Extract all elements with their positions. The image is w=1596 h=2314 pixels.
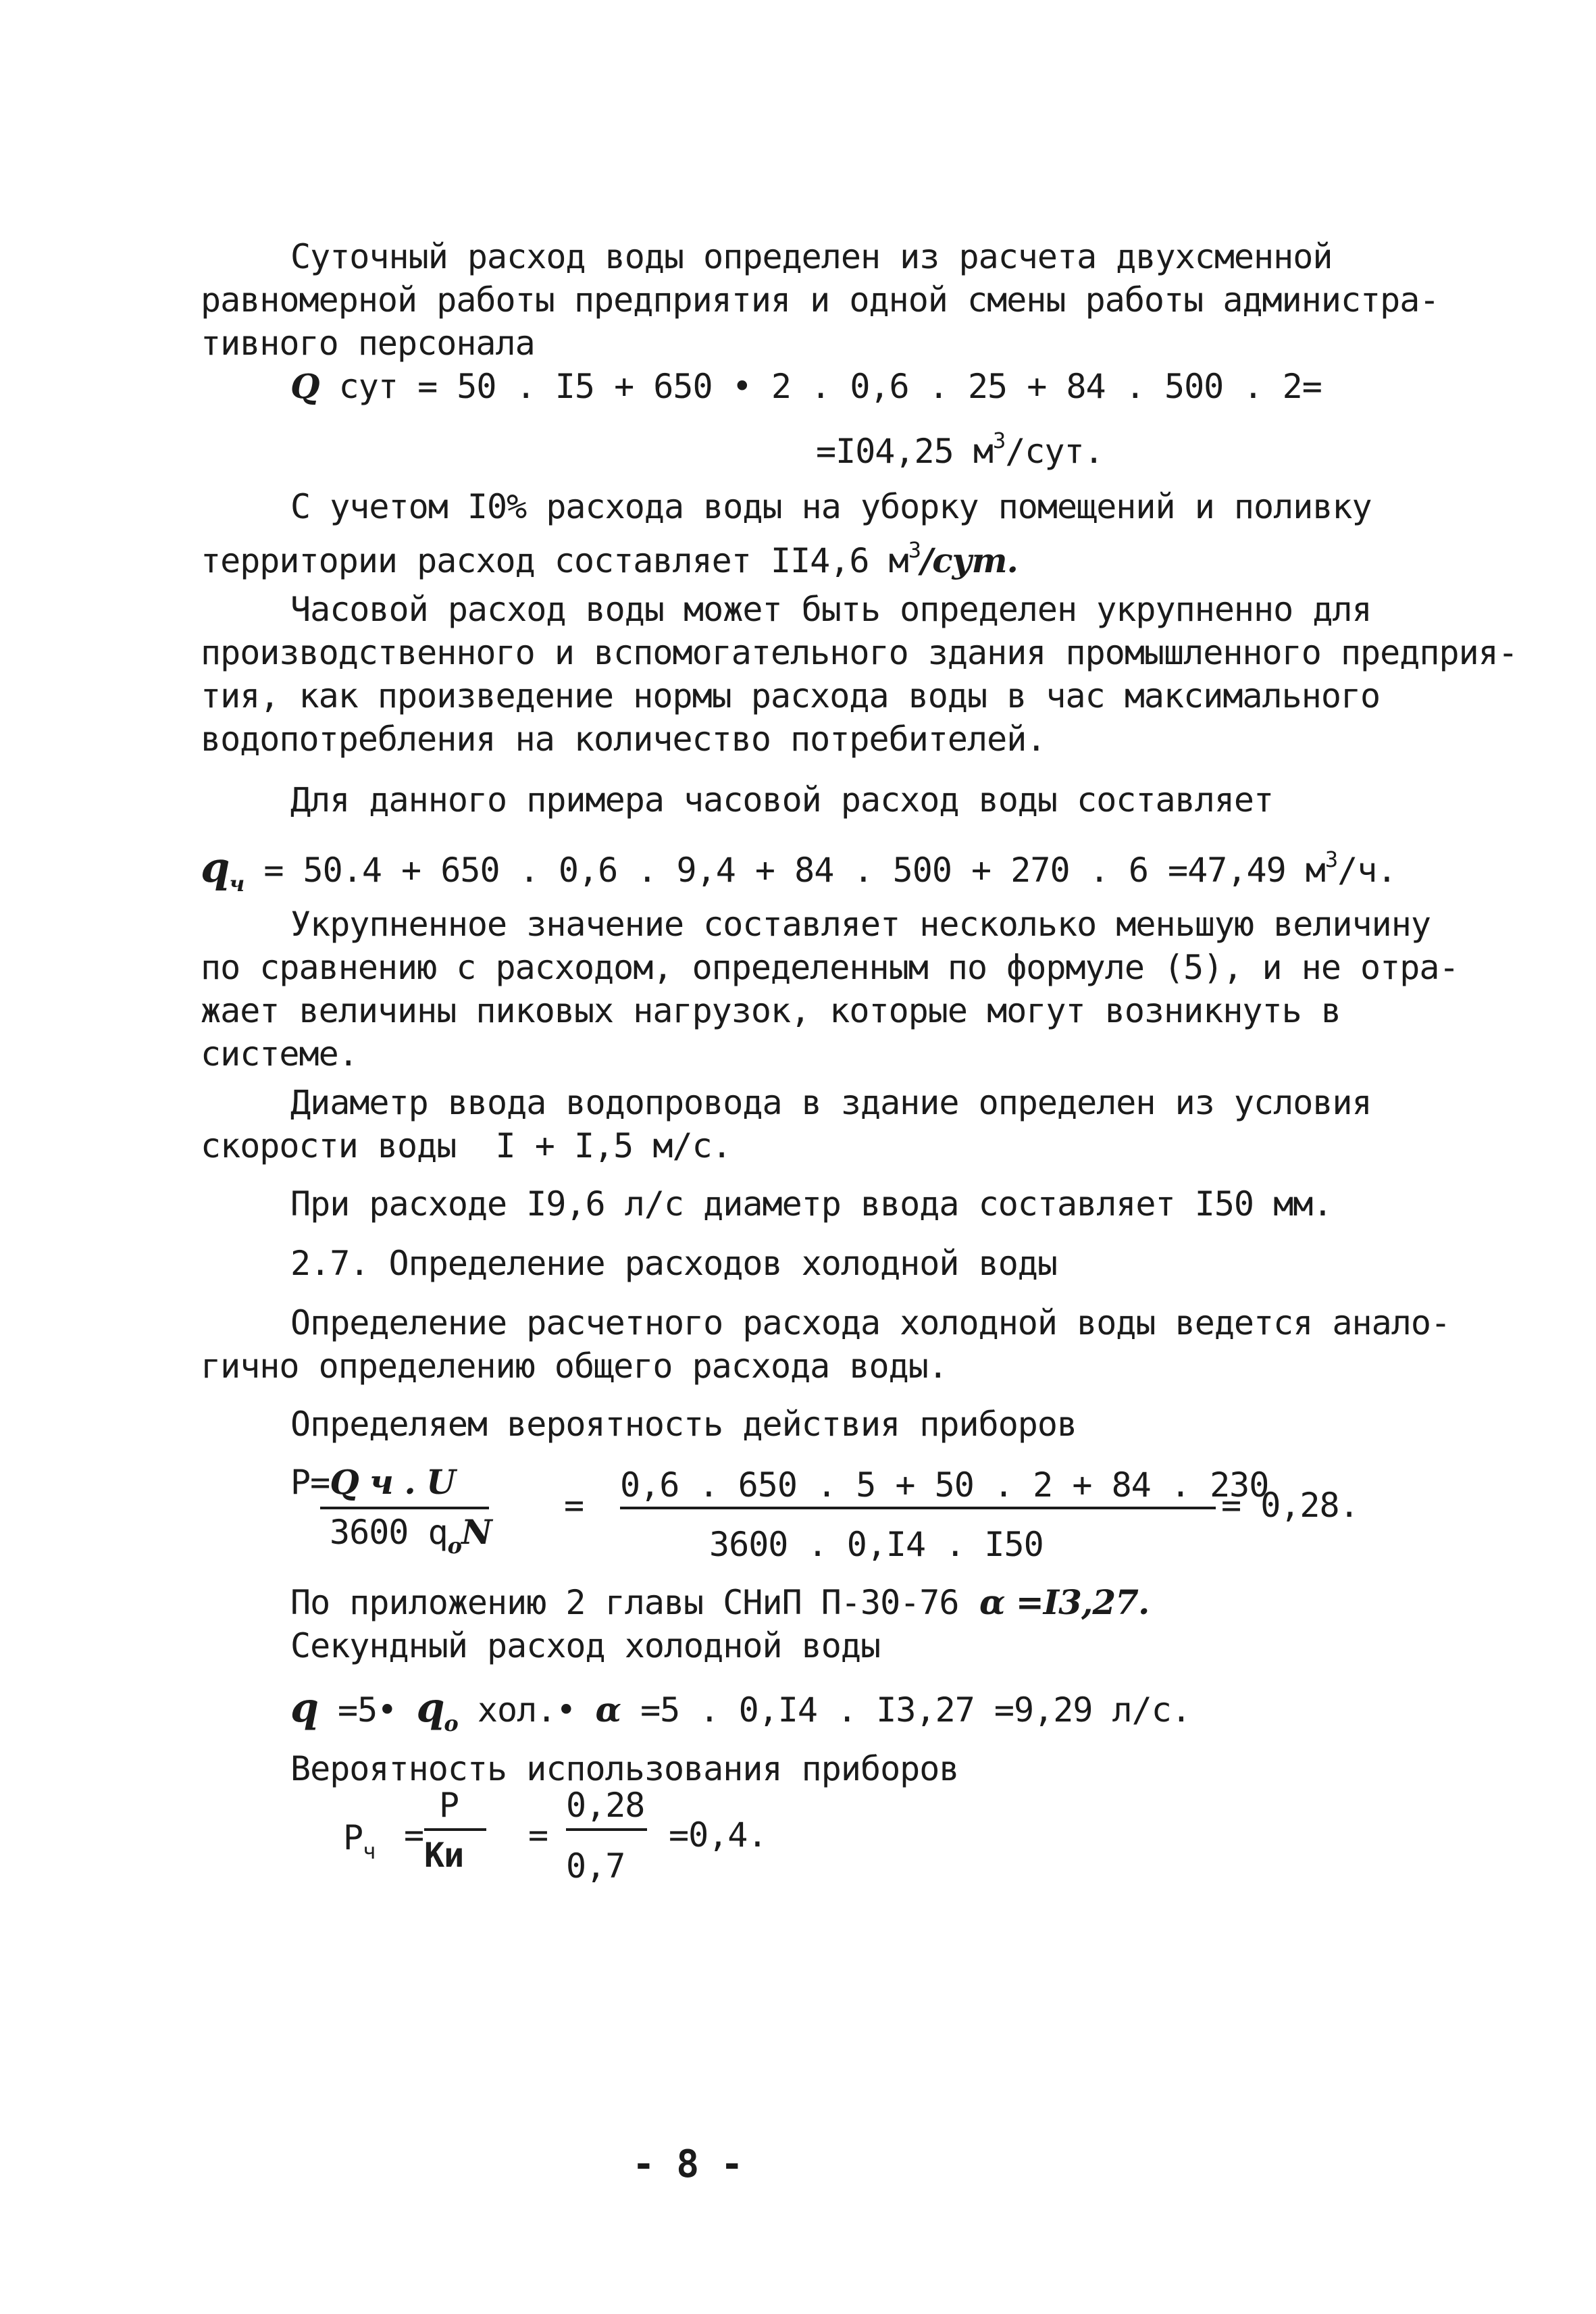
paragraph-line: Вероятность использования приборов — [290, 1749, 959, 1788]
formula-left-denominator — [330, 1511, 492, 1567]
handwritten-subscript: o — [444, 1711, 458, 1736]
paragraph-line: Суточный расход воды определен из расчета двухсменной — [290, 237, 1333, 276]
paragraph-line: Секундный расход холодной воды — [290, 1626, 881, 1665]
paragraph-line: Для данного примера часовой расход воды составляет — [290, 780, 1274, 820]
section-heading: 2.7. Определение расходов холодной воды — [290, 1244, 1057, 1283]
second-flow-equation — [290, 1686, 1191, 1745]
formula-right-denominator: 3600 . 0,I4 . I50 — [709, 1525, 1044, 1564]
paragraph-line: водопотребления на количество потребителей. — [201, 720, 1046, 759]
hourly-flow-equation — [201, 838, 1396, 905]
handwritten-symbol: N — [461, 1512, 492, 1552]
handwritten-alpha: α — [595, 1690, 621, 1730]
paragraph-line: производственного и вспомогательного здания промышленного предприя- — [201, 633, 1518, 672]
superscript: 3 — [992, 428, 1006, 453]
handwritten-unit: /сут. — [920, 540, 1018, 580]
equation-text: = 50.4 + 650 . 0,6 . 9,4 + 84 . 500 + 270 . 6 =47,49 м — [244, 851, 1325, 890]
equation-text: =5 . 0,I4 . I3,27 =9,29 л/с. — [620, 1690, 1191, 1730]
equation-text: /сут. — [1005, 432, 1104, 471]
formula-result: = 0,28. — [1221, 1486, 1359, 1525]
equation-text: сут = 50 . I5 + 650 • 2 . 0,6 . 25 + 84 . 500 . 2= — [319, 367, 1322, 406]
fraction-numerator: 0,28 — [566, 1786, 645, 1825]
paragraph-line: системе. — [201, 1034, 358, 1074]
paragraph-text: территории расход составляет II4,6 м — [201, 541, 908, 580]
formula-lhs-numerator — [290, 1461, 455, 1504]
formula-result: =0,4. — [669, 1815, 767, 1855]
fraction-bar — [620, 1507, 1216, 1509]
handwritten-q-symbol: q — [416, 1684, 444, 1732]
daily-flow-result — [816, 419, 1104, 473]
superscript: 3 — [908, 537, 921, 563]
paragraph-line: С учетом I0% расхода воды на уборку помещений и поливку — [290, 487, 1372, 526]
formula-lhs — [343, 1816, 375, 1873]
fraction-bar — [320, 1507, 489, 1509]
paragraph-line: тия, как произведение нормы расхода воды в час максимального — [201, 676, 1381, 715]
equals-sign: = — [528, 1815, 548, 1855]
fraction-bar — [566, 1828, 647, 1831]
fraction-numerator: P — [439, 1786, 459, 1825]
alpha-value: α =I3,27. — [979, 1582, 1150, 1622]
page-number: - 8 - — [632, 2142, 743, 2186]
paragraph-line: Часовой расход воды может быть определен укрупненно для — [290, 590, 1372, 629]
equation-text: /ч. — [1337, 851, 1397, 890]
paragraph-line — [201, 528, 1018, 582]
fraction-denominator: Kи — [424, 1836, 464, 1875]
equation-text: хол.• — [457, 1690, 596, 1730]
paragraph-line: При расходе I9,6 л/с диаметр ввода составляет I50 мм. — [290, 1184, 1333, 1224]
paragraph-line: скорости воды I + I,5 м/с. — [201, 1126, 731, 1165]
handwritten-q-symbol: q — [290, 1684, 318, 1732]
fraction-denominator: 0,7 — [566, 1846, 625, 1886]
paragraph-line: по сравнению с расходом, определенным по формуле (5), и не отра- — [201, 948, 1459, 987]
paragraph-line: гично определению общего расхода воды. — [201, 1347, 948, 1386]
equation-text: =5• — [317, 1690, 417, 1730]
formula-lhs: P= — [290, 1463, 330, 1502]
paragraph-line: По приложению 2 главы СНиП П-30-76 — [290, 1583, 959, 1622]
subscript: ч — [363, 1838, 376, 1864]
paragraph-line: тивного персонала — [201, 324, 535, 363]
paragraph-line: Укрупненное значение составляет несколько меньшую величину — [290, 905, 1431, 944]
superscript: 3 — [1324, 847, 1338, 872]
daily-flow-equation — [290, 365, 1322, 408]
formula-right-numerator: 0,6 . 650 . 5 + 50 . 2 + 84 . 230 — [620, 1465, 1269, 1505]
handwritten-numerator: Q ч . U — [330, 1462, 455, 1502]
equation-text: =I04,25 м — [816, 432, 993, 471]
paragraph-line: Диаметр ввода водопровода в здание определен из условия — [290, 1083, 1372, 1122]
fraction-bar — [424, 1828, 486, 1831]
paragraph-line: Определение расчетного расхода холодной воды ведется анало- — [290, 1303, 1451, 1342]
paragraph-line: Определяем вероятность действия приборов — [290, 1405, 1077, 1444]
handwritten-q-symbol: Q — [290, 366, 319, 406]
handwritten-subscript: ч — [229, 871, 244, 897]
denominator-text: 3600 q — [330, 1513, 448, 1552]
equals-sign: = — [404, 1815, 424, 1855]
formula-symbol: P — [343, 1818, 363, 1857]
equals-sign: = — [564, 1486, 584, 1525]
paragraph-line: равномерной работы предприятия и одной смены работы администра- — [201, 280, 1439, 320]
handwritten-subscript: o — [447, 1533, 461, 1559]
paragraph-line: жает величины пиковых нагрузок, которые могут возникнуть в — [201, 991, 1341, 1030]
handwritten-q-symbol: q — [201, 842, 230, 892]
